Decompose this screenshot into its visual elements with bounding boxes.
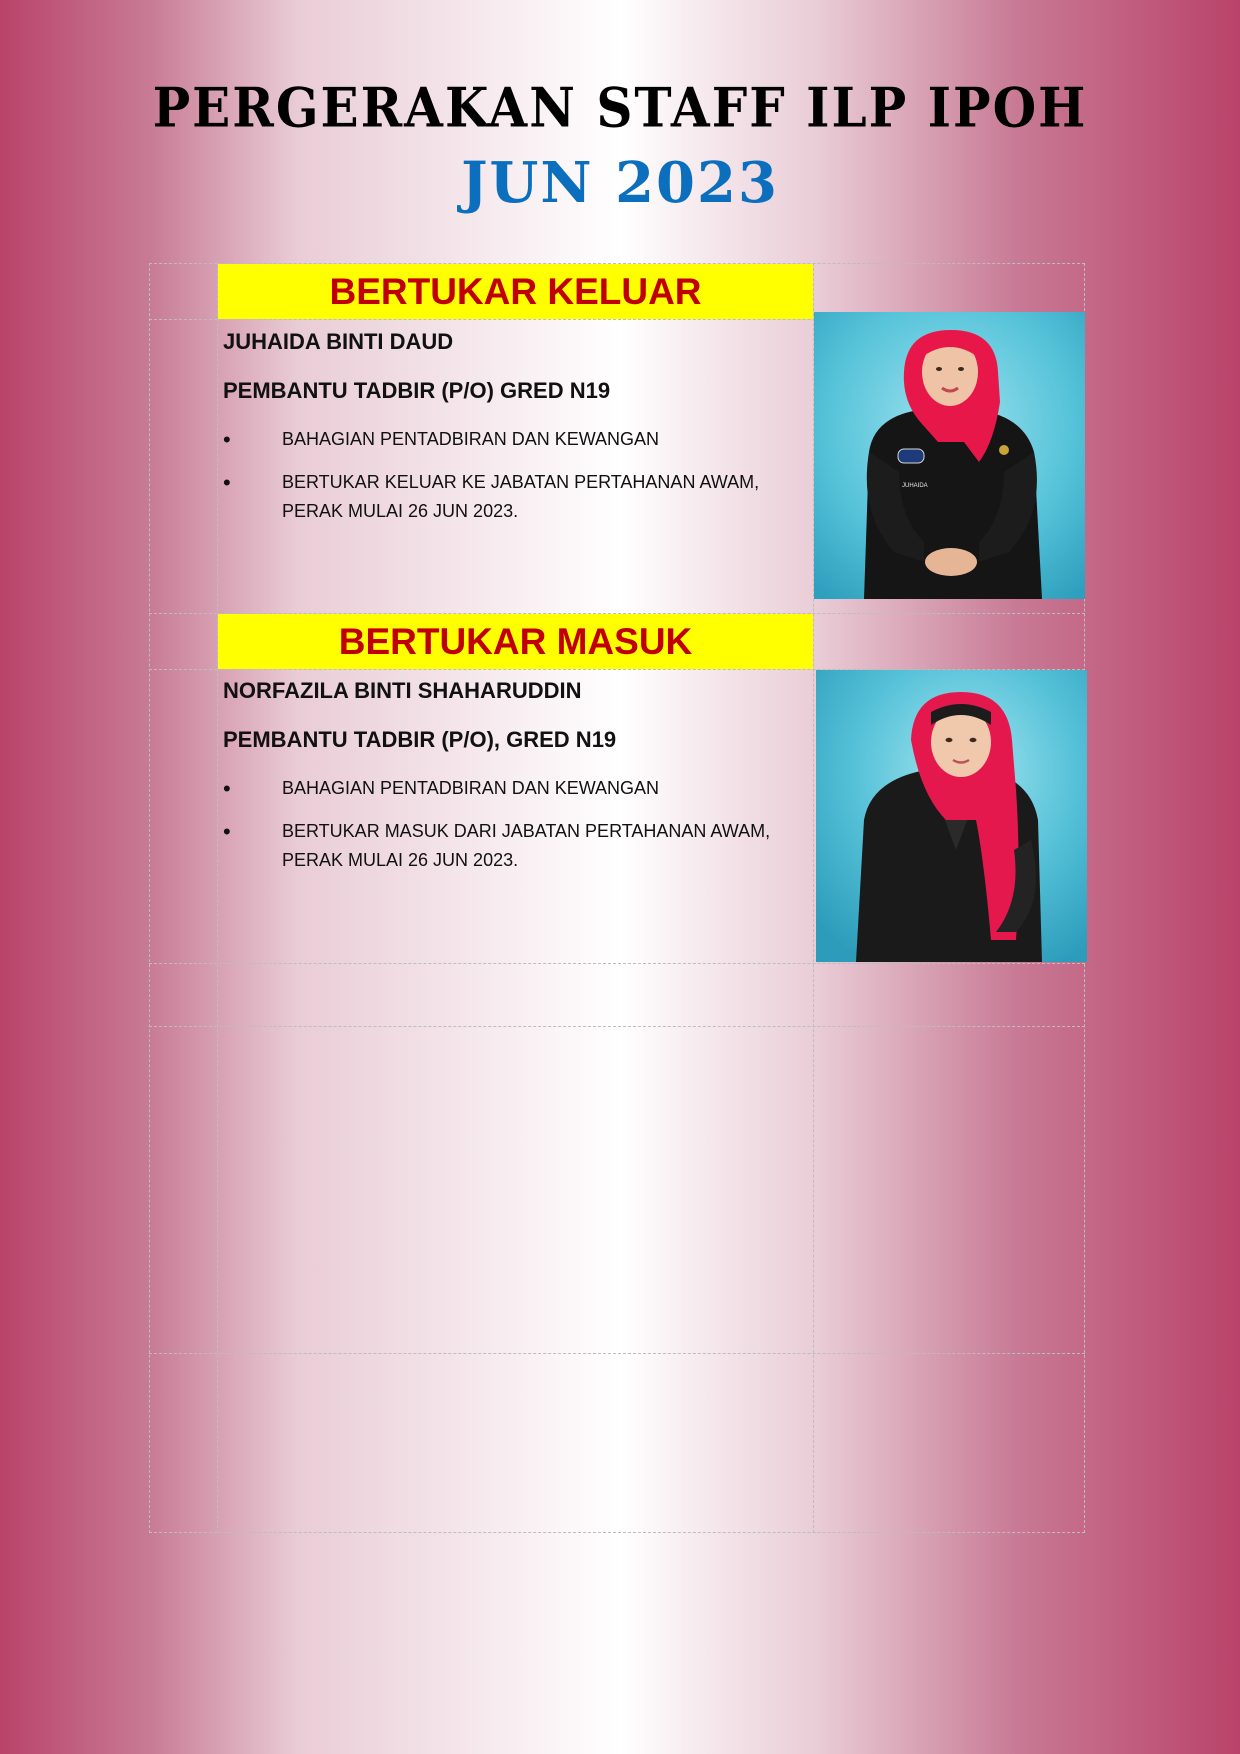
bullet-icon: • [223,470,231,495]
staff-photo [814,312,1085,599]
staff-name: JUHAIDA BINTI DAUD [223,329,454,354]
bullet-icon: • [223,819,231,844]
table-divider [217,263,218,1533]
uniform-badge-text: JUHAIDA [902,483,928,489]
bullet-icon: • [223,776,231,801]
page-subtitle: JUN 2023 [461,150,779,216]
staff-name: NORFAZILA BINTI SHAHARUDDIN [223,678,582,703]
bullet-icon: • [223,427,231,452]
section-banner-masuk: BERTUKAR MASUK [218,614,813,669]
table-divider [149,963,1085,964]
staff-role: PEMBANTU TADBIR (P/O) GRED N19 [223,378,611,403]
section-banner-keluar: BERTUKAR KELUAR [218,264,813,319]
staff-photo [816,670,1087,962]
table-divider [149,1353,1085,1354]
staff-role: PEMBANTU TADBIR (P/O), GRED N19 [223,727,617,752]
table-divider [149,1026,1085,1027]
page-title: PERGERAKAN STAFF ILP IPOH [152,75,1088,140]
